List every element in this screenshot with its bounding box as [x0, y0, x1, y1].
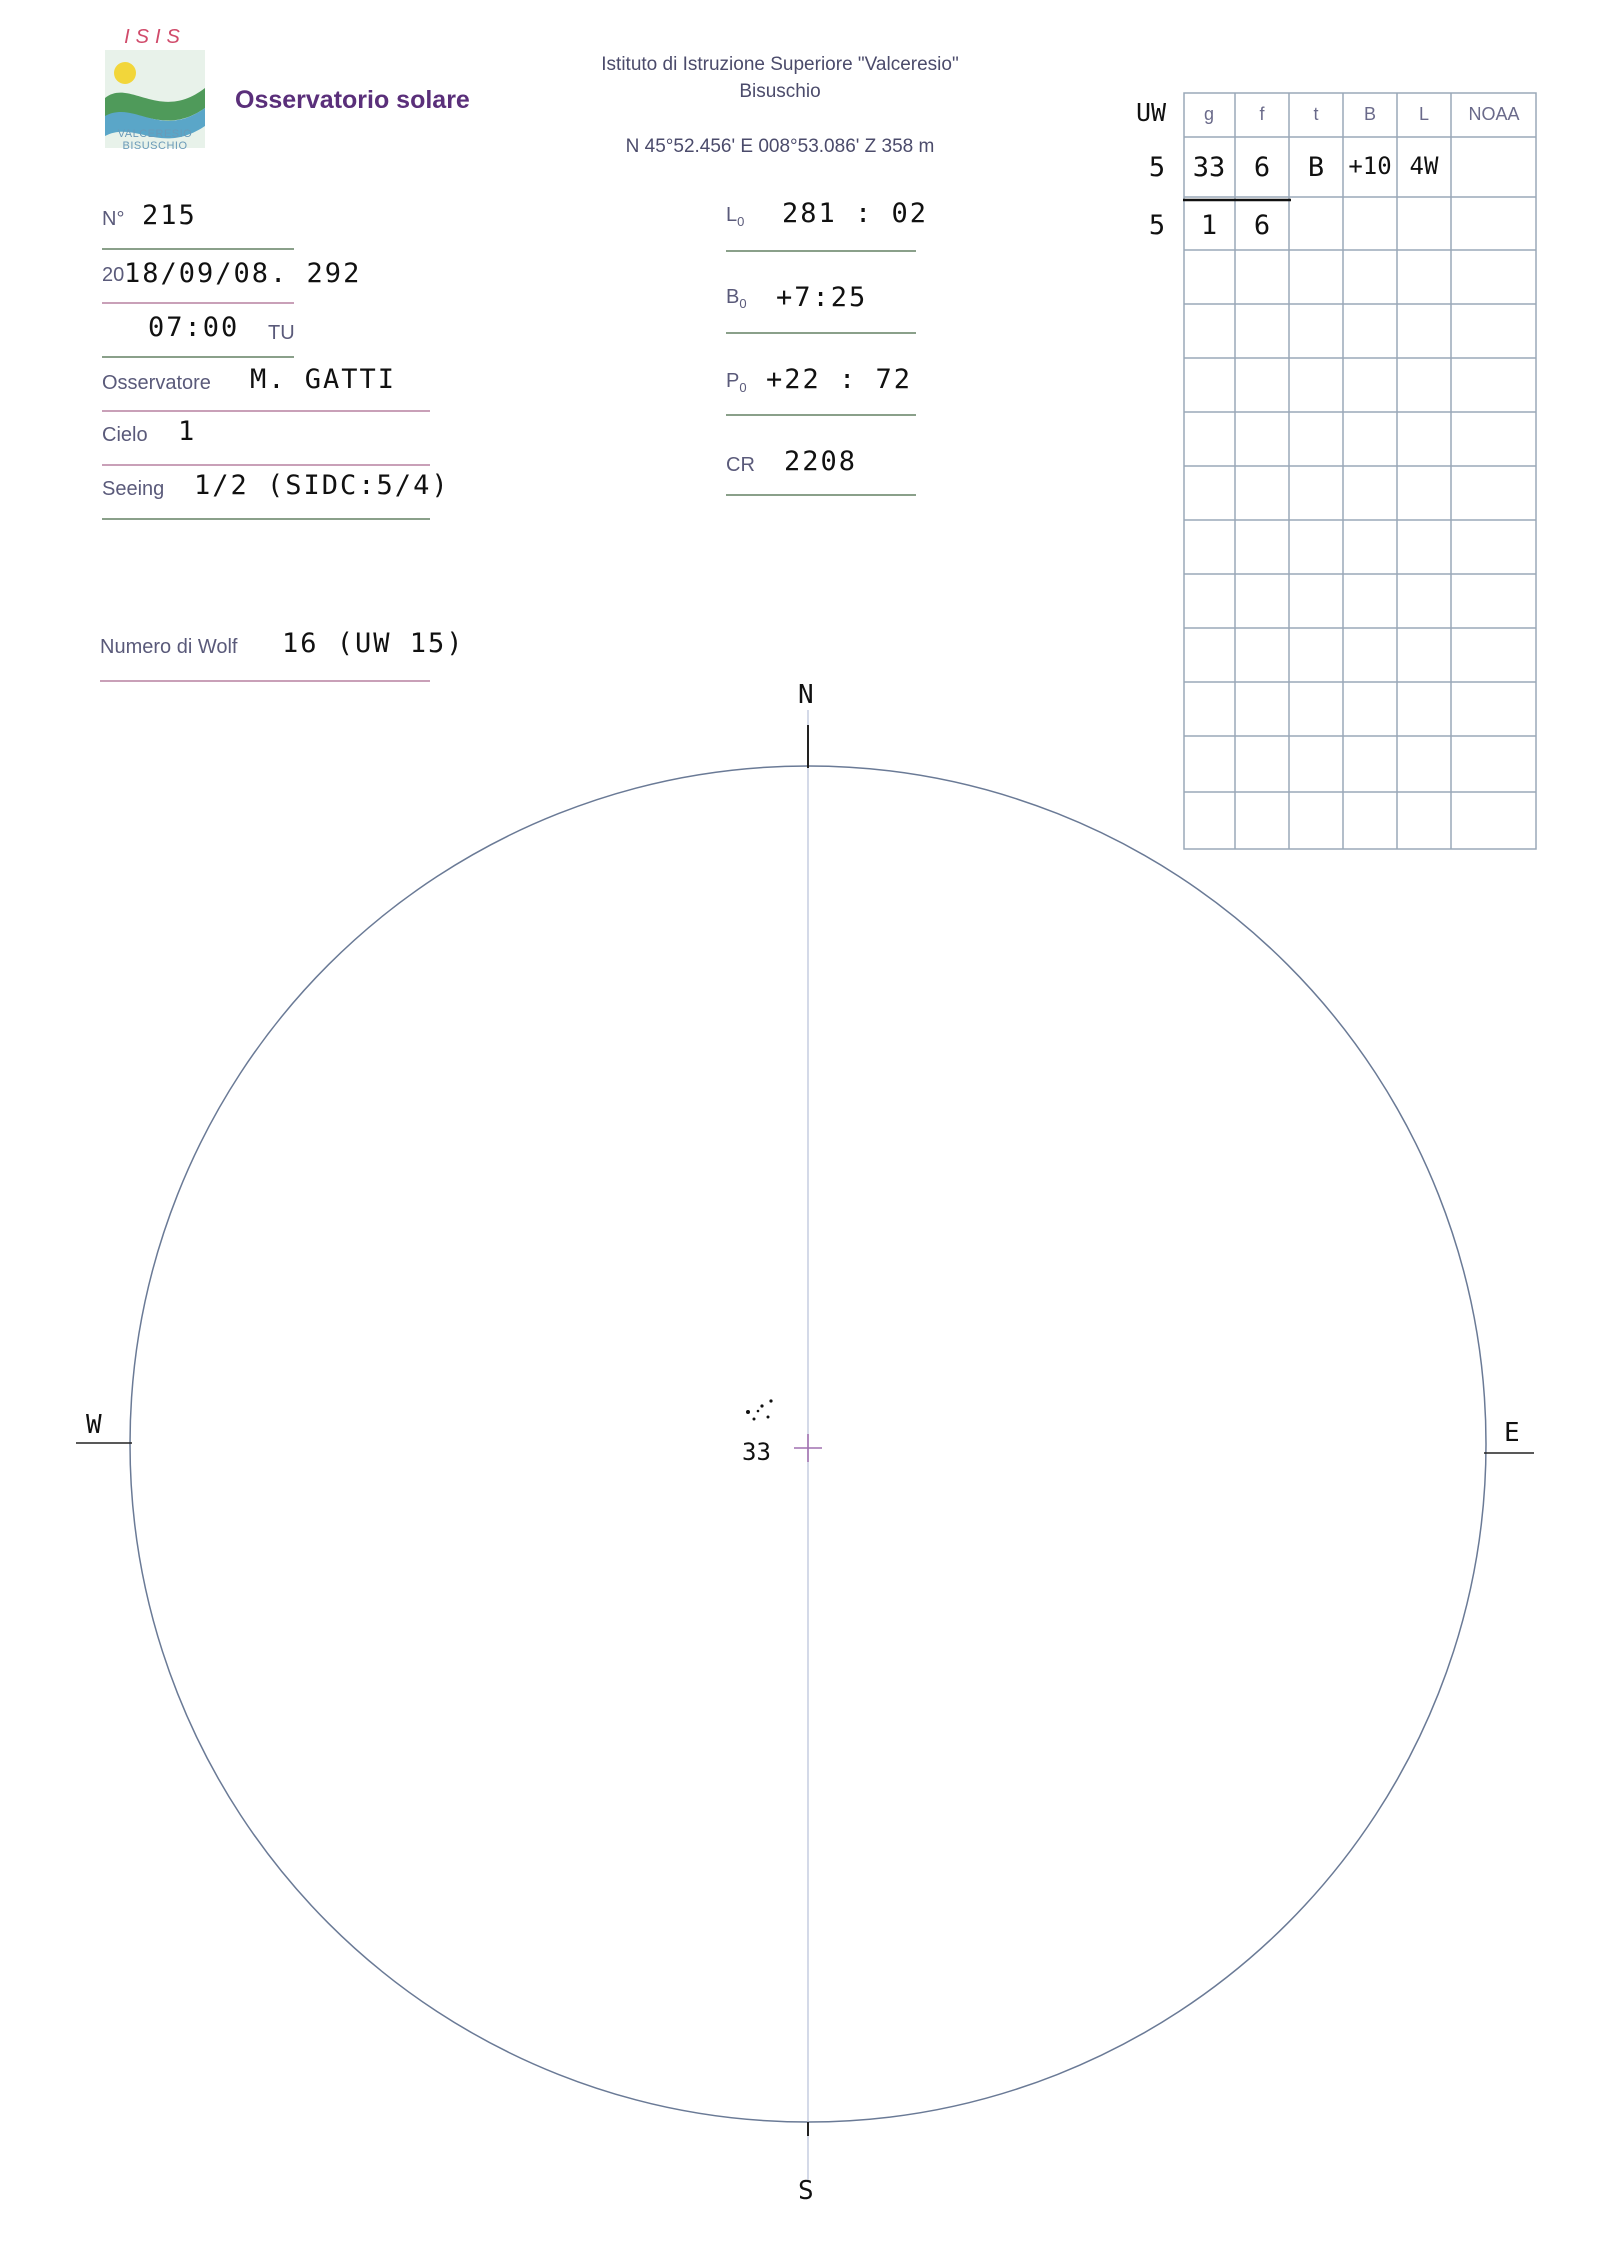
time-value: 07:00: [148, 312, 240, 343]
row2-g: 1: [1200, 210, 1218, 241]
col-header-b: B: [1363, 104, 1376, 124]
b0-rule: [726, 332, 916, 334]
row1-l: 4W: [1409, 152, 1439, 180]
table-grid: [1183, 92, 1537, 850]
b0-label-text: B: [726, 286, 740, 308]
east-label: E: [1504, 1418, 1520, 1448]
p0-value: +22 : 72: [766, 364, 913, 395]
b0-value: +7:25: [776, 282, 868, 313]
p0-label: [726, 370, 747, 395]
observer-rule: [102, 410, 430, 412]
seeing-label: Seeing: [102, 478, 165, 500]
row1-f: 6: [1253, 152, 1271, 183]
sky-label: Cielo: [102, 424, 148, 446]
time-unit: TU: [268, 322, 295, 344]
date-rule: [102, 302, 294, 304]
seeing-rule: [102, 518, 430, 520]
sunspot-group-label: 33: [742, 1438, 771, 1466]
time-rule: [102, 356, 294, 358]
col-header-l: L: [1418, 104, 1429, 124]
l0-label: [726, 204, 744, 229]
observatory-title: Osservatorio solare: [235, 86, 470, 114]
row2-uw: 5: [1148, 210, 1166, 241]
south-label: S: [798, 2176, 814, 2206]
logo-subtitle-line1: VALCERESIO: [117, 128, 193, 140]
center-cross-icon: [794, 1434, 822, 1462]
logo-title: ISIS: [124, 26, 186, 48]
p0-label-text: P: [726, 370, 740, 392]
col-header-t: t: [1313, 104, 1319, 124]
sunspot-group-dots: [746, 1399, 773, 1420]
p0-rule: [726, 414, 916, 416]
logo-subtitle-line2: BISUSCHIO: [122, 140, 188, 152]
date-printed: 20: [102, 264, 125, 286]
institute-town: Bisuschio: [739, 81, 821, 102]
col-header-noaa: NOAA: [1468, 104, 1520, 124]
sky-rule: [102, 464, 430, 466]
observer-label: Osservatore: [102, 372, 211, 394]
col-header-f: f: [1259, 104, 1265, 124]
observer-value: M. GATTI: [250, 364, 397, 395]
number-rule: [102, 248, 294, 250]
l0-label-sub: 0: [737, 214, 745, 229]
row2-f: 6: [1253, 210, 1271, 241]
date-value: 18/09/08. 292: [124, 258, 362, 289]
number-label: N°: [102, 208, 125, 230]
cr-value: 2208: [784, 446, 858, 477]
row1-t: B: [1307, 152, 1325, 183]
institute-name: Istituto di Istruzione Superiore "Valceresio": [601, 54, 959, 75]
logo-subtitle: [100, 128, 210, 152]
site-coordinates: N 45°52.456' E 008°53.086' Z 358 m: [625, 136, 935, 157]
wolf-rule: [100, 680, 430, 682]
uw-header: UW: [1136, 98, 1167, 127]
north-label: N: [798, 680, 814, 710]
wolf-label: Numero di Wolf: [100, 636, 238, 658]
wolf-value: 16 (UW 15): [282, 628, 465, 659]
p0-label-sub: 0: [739, 380, 747, 395]
l0-label-text: L: [726, 204, 738, 226]
row1-uw: 5: [1148, 152, 1166, 183]
b0-label: [726, 286, 747, 311]
cr-label: CR: [726, 454, 755, 476]
cr-rule: [726, 494, 916, 496]
row1-b: +10: [1348, 152, 1392, 180]
row1-g: 33: [1192, 152, 1226, 183]
seeing-value: 1/2 (SIDC:5/4): [194, 470, 450, 501]
west-label: W: [86, 1410, 102, 1440]
solar-disk-outline: [130, 766, 1486, 2122]
l0-value: 281 : 02: [782, 198, 929, 229]
l0-rule: [726, 250, 916, 252]
col-header-g: g: [1203, 104, 1214, 124]
number-value: 215: [142, 200, 197, 231]
b0-label-sub: 0: [739, 296, 747, 311]
sky-value: 1: [178, 416, 197, 447]
